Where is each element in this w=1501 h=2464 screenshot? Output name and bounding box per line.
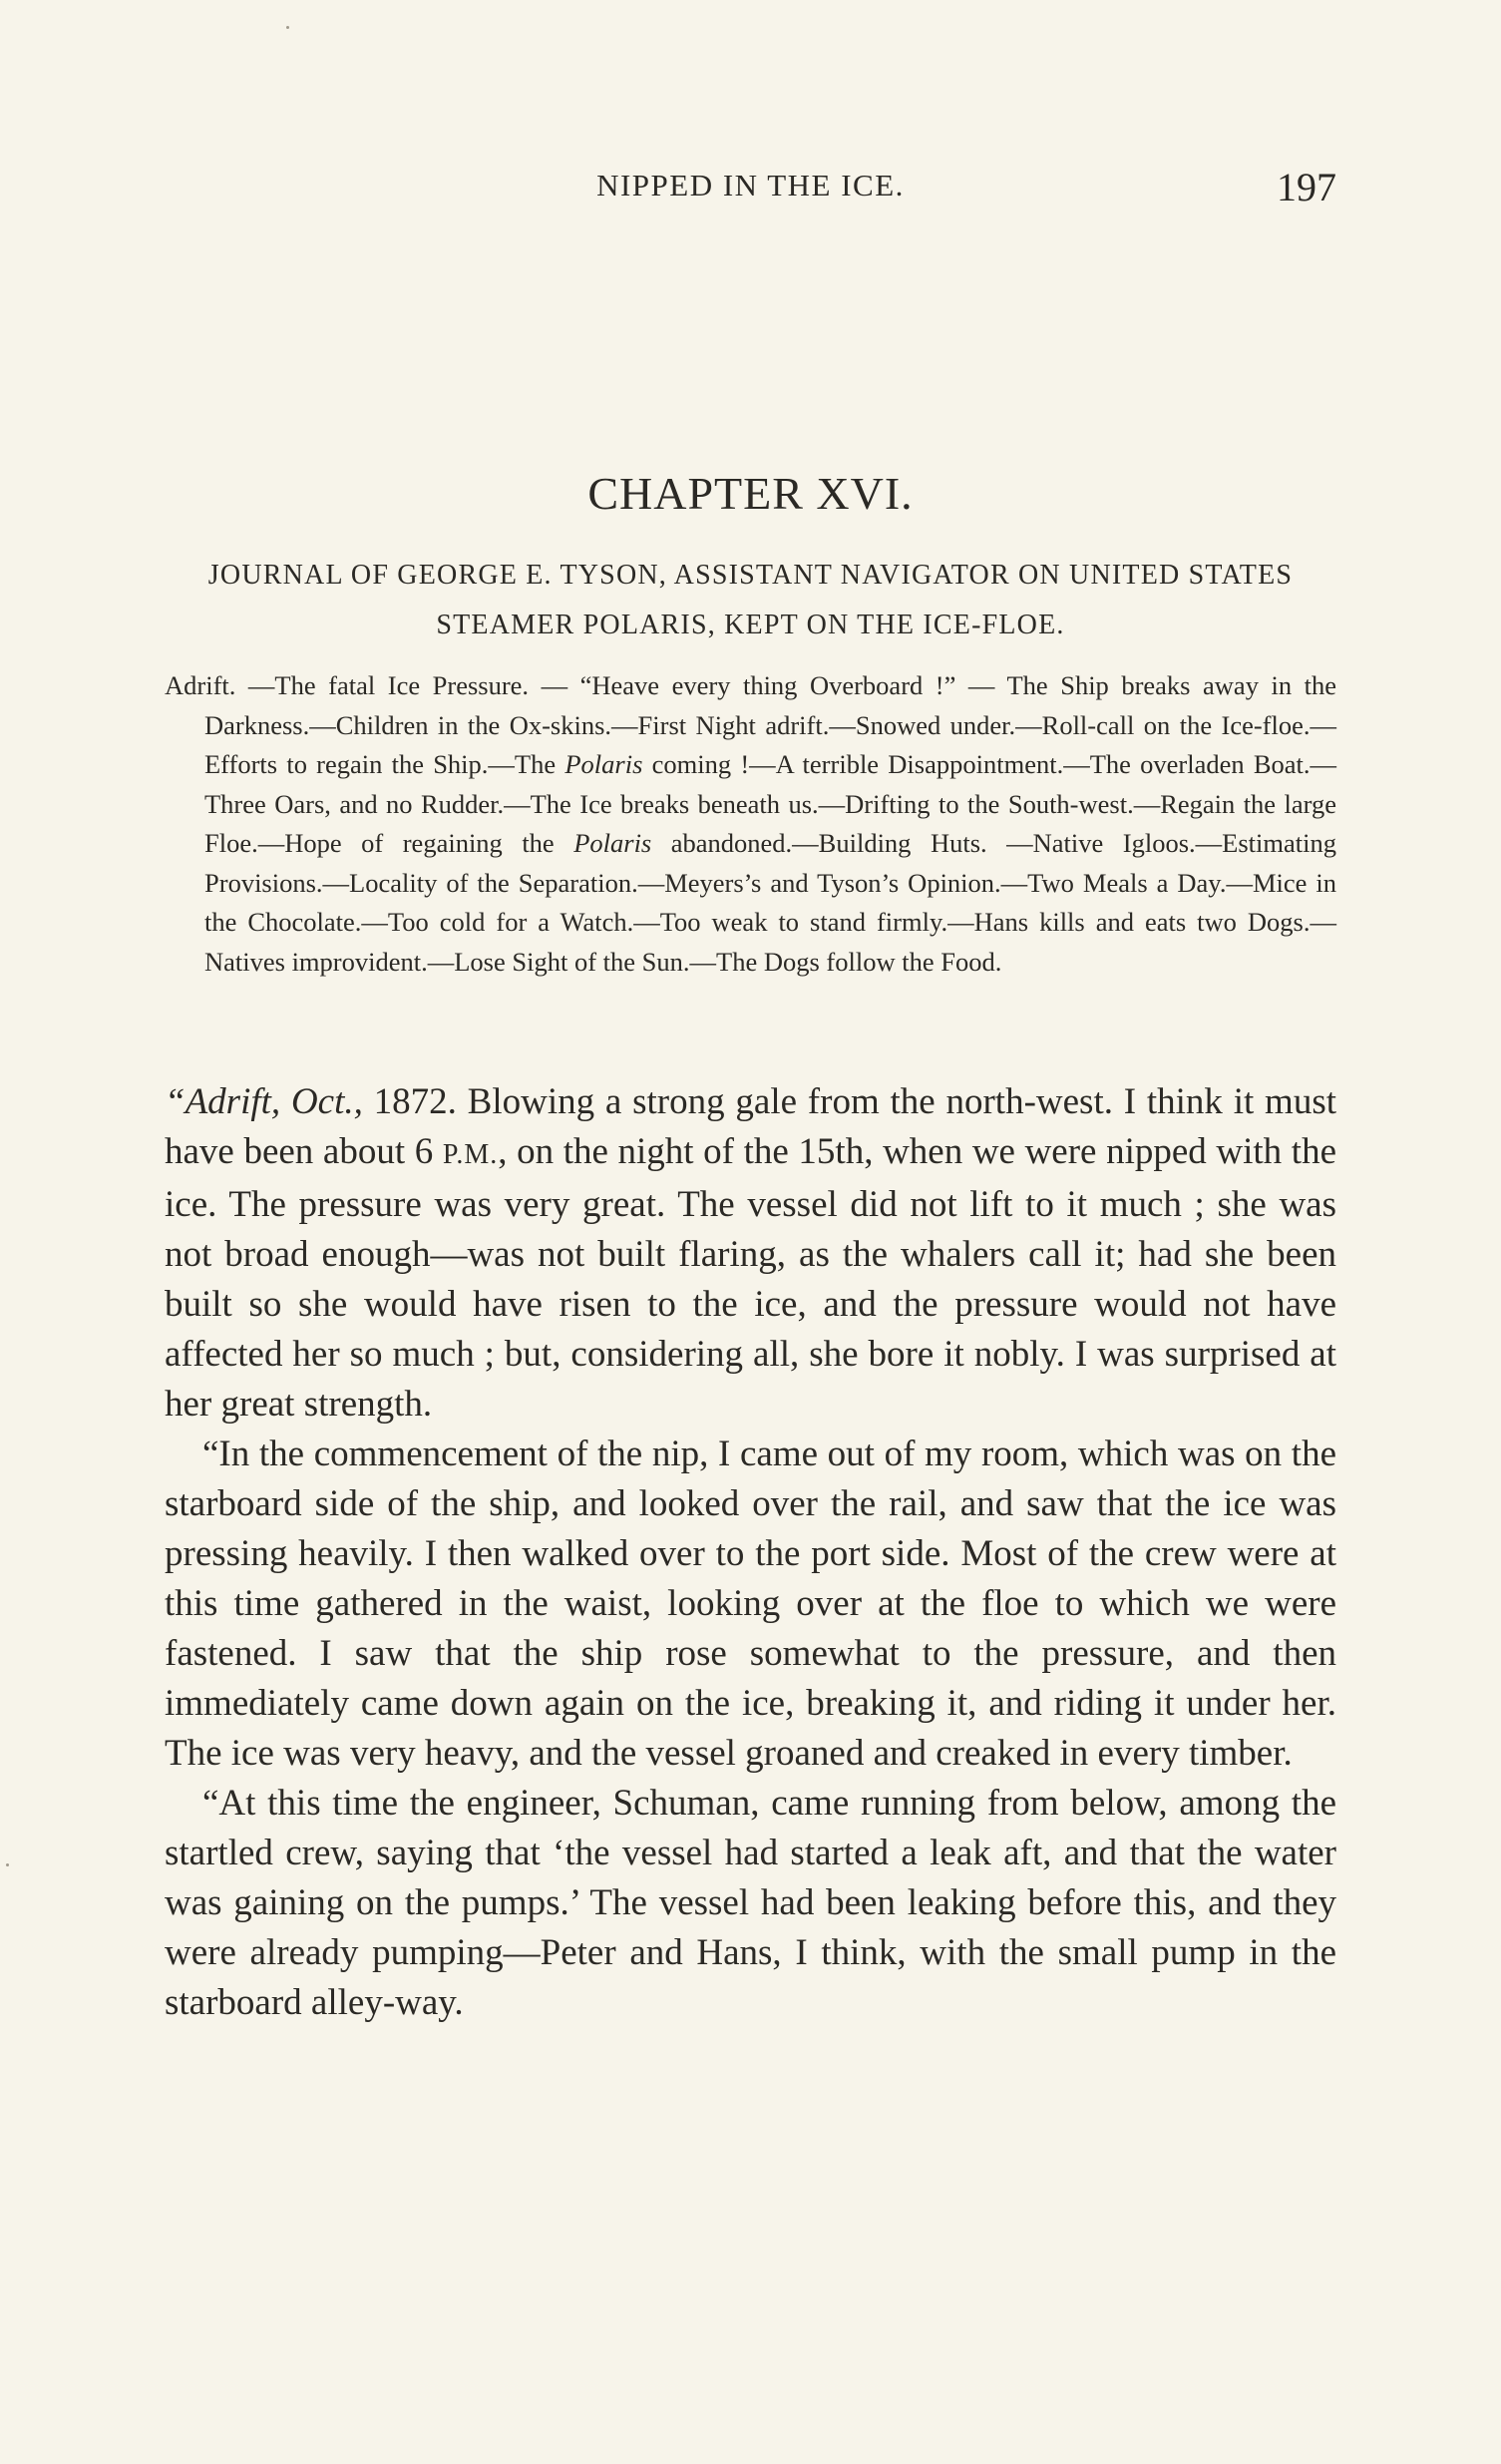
summary-text-2: coming !—A terrible Disappointment.—The overladen Boat.—Three Oars, and no Rudder.—The Ice breaks beneath us.—Drifting to the South-west.—Regain the large Floe.—Hope of regaining the bbox=[204, 749, 1337, 858]
chapter-subtitle: JOURNAL OF GEORGE E. TYSON, ASSISTANT NAVIGATOR ON UNITED STATES STEAMER POLARIS, KEPT ON THE ICE-FLOE. bbox=[207, 560, 1294, 640]
page-number: 197 bbox=[1277, 165, 1336, 209]
dateline: “Adrift, Oct., bbox=[165, 1081, 363, 1122]
running-head bbox=[0, 165, 1501, 209]
summary-text-3: abandoned.—Building Huts. —Native Igloos.—Estimating Provisions.—Locality of the Separation.—Meyers’s and Tyson’s Opinion.—Two Meals a Day.—Mice in the Chocolate.—Too cold for a Watch.—Too weak to stand firmly.—Hans kills and eats two Dogs.—Natives improvident.—Lose Sight of the Sun.—The Dogs follow the Food. bbox=[204, 828, 1336, 977]
paper-speck bbox=[6, 1863, 9, 1866]
body-paragraph-2: “In the commencement of the nip, I came out of my room, which was on the starboard side of the ship, and looked over the rail, and saw that the ice was pressing heavily. I then walked over to the port side. Most of the crew were at this time gathered in the waist, looking over at the floe to which we were fastened. I saw that the ship rose somewhat to the pressure, and then immediately came down again on the ice, breaking it, and riding it under her. The ice was very heavy, and the vessel groaned and creaked in every timber. bbox=[165, 1434, 1336, 1774]
body-paragraph-3: “At this time the engineer, Schuman, came running from below, among the startled crew, saying that ‘the vessel had started a leak aft, and that the water was gaining on the pumps.’ The vessel had been leaking before this, and they were already pumping—Peter and Hans, I think, with the small pump in the starboard alley-way. bbox=[165, 1783, 1336, 2023]
body-text bbox=[165, 1077, 1336, 2028]
summary-text-1: Adrift. —The fatal Ice Pressure. — “Heave every thing Overboard !” — The Ship breaks away in the Darkness.—Children in the Ox-skins.—First Night adrift.—Snowed under.—Roll-call on the Ice-floe.—Efforts to regain the Ship.—The bbox=[165, 670, 1336, 779]
summary-paragraph bbox=[165, 666, 1336, 982]
paper-speck bbox=[286, 26, 289, 29]
body-paragraph-1 bbox=[165, 1077, 1336, 1430]
body-paragraph-1-text-b: , on the night of the 15th, when we were nipped with the ice. The pressure was very great. The vessel did not lift to it much ; she was not broad enough—was not built flaring, as the whalers call it; had she been built so she would have risen to the ice, and the pressure would not have affected her so much ; but, considering all, she bore it nobly. I was surprised at her great strength. bbox=[165, 1131, 1336, 1425]
chapter-summary bbox=[165, 666, 1336, 982]
chapter-title: CHAPTER XVI. bbox=[587, 468, 914, 519]
body-paragraph-1-text-a: 1872. Blowing a strong gale from the north-west. I think it must have been about 6 bbox=[165, 1081, 1336, 1172]
summary-ship-name-1: Polaris bbox=[564, 749, 643, 779]
running-title: NIPPED IN THE ICE. bbox=[596, 168, 905, 203]
time-marker: P.M. bbox=[442, 1139, 499, 1170]
summary-ship-name-2: Polaris bbox=[573, 828, 652, 858]
